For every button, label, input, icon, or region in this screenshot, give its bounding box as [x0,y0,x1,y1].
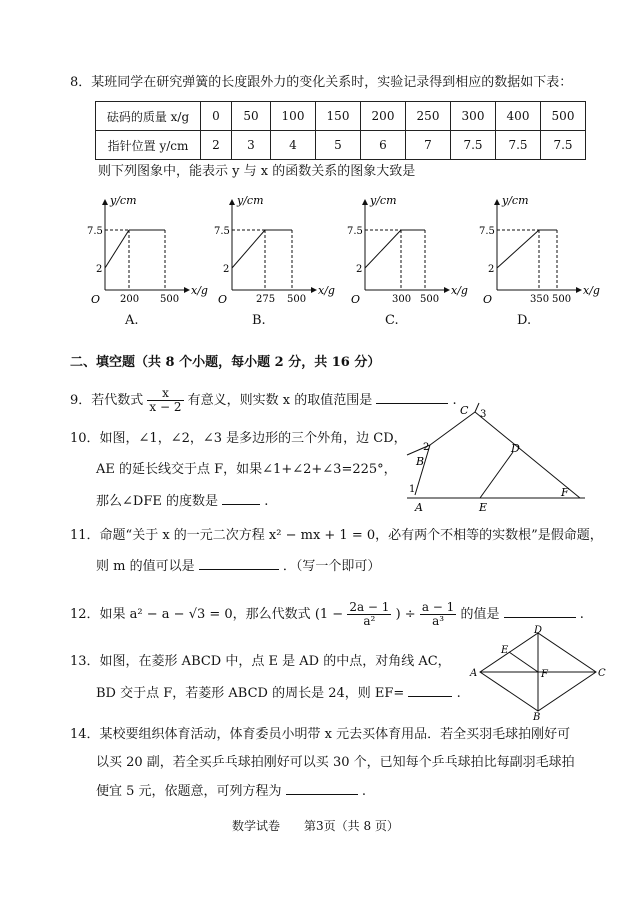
tick-label-2: 2 [96,264,103,275]
q8-question: 则下列图象中，能表示 y 与 x 的函数关系的图象大致是 [98,164,416,179]
series-rising [497,230,539,268]
tick-label-2: 2 [223,264,230,275]
x-axis-label: x/g [451,284,468,297]
series-rising [232,230,265,268]
tick-label-7-5: 7.5 [214,226,230,237]
table-cell: 100 [271,102,316,131]
fraction-numerator: 2a − 1 [349,600,390,614]
tick-label-2: 2 [356,264,363,275]
label-3: 3 [480,409,487,420]
q10-line3-text: 那么∠DFE 的度数是 [96,494,218,509]
table-cell: 400 [496,102,541,131]
q9-end: . [452,393,457,408]
x-axis-label: x/g [191,284,208,297]
q13-text: BD 交于点 F，若菱形 ABCD 的周长是 24，则 EF= [96,686,405,701]
tick-label-turn: 300 [392,294,412,305]
q13-line1: 13．如图，在菱形 ABCD 中，点 E 是 AD 的中点，对角线 AC， [70,654,451,669]
table-cell: 7.5 [496,131,541,160]
q11-note: ．（写一个即可） [282,559,381,574]
y-axis-label: y/cm [110,194,137,207]
q14-line2: 以买 20 副，若全买乒乓球拍刚好可以买 30 个，已知每个乒乓球拍比每副羽毛球拍 [96,755,575,770]
graph-option-a [85,190,210,315]
q12-fraction-1 [347,601,391,628]
tick-label-turn: 275 [256,294,276,305]
graph-option-d [477,190,602,315]
label-D: D [511,442,520,455]
label-2: 2 [423,442,430,453]
q13-answer-blank[interactable] [408,684,452,697]
q13-rhombus-figure [468,625,608,720]
table-cell: 50 [232,102,271,131]
data-table [95,101,586,160]
q10-line1: 10．如图，∠1，∠2，∠3 是多边形的三个外角，边 CD， [70,431,407,446]
label-E: E [479,501,488,514]
table-cell: 5 [316,131,361,160]
q11-answer-blank[interactable] [199,557,279,570]
table-cell: 3 [232,131,271,160]
tick-label-end: 500 [287,294,307,305]
label-B: B [533,712,541,720]
table-cell: 2 [201,131,232,160]
table-cell: 7.5 [451,131,496,160]
y-axis-label: y/cm [502,194,529,207]
fraction-denominator: a³ [432,614,445,628]
option-label: C. [385,313,399,328]
q14-answer-blank[interactable] [286,782,358,795]
table-row [96,131,586,160]
q12-mid: ) ÷ [395,607,416,622]
origin-label: O [483,293,493,306]
table-cell: 250 [406,102,451,131]
q14-line3 [96,782,366,800]
q14-end: . [361,784,366,799]
q9-prefix: 9．若代数式 [70,393,144,408]
option-label: D. [517,313,532,328]
y-axis-arrow [362,199,368,205]
table-cell: 300 [451,102,496,131]
label-C: C [598,668,606,679]
series-rising [365,230,401,268]
page-footer: 数学试卷 第3页（共 8 页） [232,819,399,833]
q11-text: 则 m 的值可以是 [96,559,195,574]
x-axis-arrow [444,287,450,293]
table-cell: 150 [316,102,361,131]
label-1: 1 [409,484,416,495]
y-axis-label: y/cm [237,194,264,207]
q10-line2: AE 的延长线交于点 F，如果∠1+∠2+∠3=225°， [96,462,397,477]
x-axis-label: x/g [318,284,335,297]
table-cell: 6 [361,131,406,160]
table-cell: 砝码的质量 x/g [96,102,201,131]
tick-label-turn: 350 [530,294,550,305]
q12-answer-blank[interactable] [504,605,576,618]
label-F: F [541,669,548,680]
table-cell: 4 [271,131,316,160]
tick-label-end: 500 [552,294,572,305]
q9-fraction [147,387,183,414]
y-axis-arrow [494,199,500,205]
section-title: 二、填空题（共 8 个小题，每小题 2 分，共 16 分） [70,355,381,370]
graph-option-b [212,190,337,315]
table-cell: 200 [361,102,406,131]
tick-label-turn: 200 [120,294,140,305]
table-cell: 500 [541,102,586,131]
table-cell: 指针位置 y/cm [96,131,201,160]
label-D: D [534,625,543,636]
q13-line2 [96,684,461,702]
label-A: A [470,668,478,679]
label-C: C [460,404,469,417]
q11-line1: 11．命题“关于 x 的一元二次方程 x² − mx + 1 = 0，必有两个不相等的实数根”是假命题， [70,528,603,543]
fraction-numerator: x [147,387,183,401]
tick-label-end: 500 [160,294,180,305]
q13-end: . [456,686,461,701]
tick-label-7-5: 7.5 [87,226,103,237]
q9-suffix: 有意义，则实数 x 的取值范围是 [187,393,373,408]
tick-label-end: 500 [420,294,440,305]
q11-line2 [96,557,380,575]
y-axis-arrow [102,199,108,205]
q12-prefix: 12．如果 a² − a − √3 = 0，那么代数式 (1 − [70,607,344,622]
x-axis-arrow [576,287,582,293]
q8-stem: 8．某班同学在研究弹簧的长度跟外力的变化关系时，实验记录得到相应的数据如下表： [70,75,573,90]
q14-line1: 14．某校要组织体育活动，体育委员小明带 x 元去买体育用品．若全买羽毛球拍刚好可 [70,727,571,742]
origin-label: O [351,293,361,306]
label-A: A [415,501,423,514]
q12-fraction-2 [420,601,456,628]
y-axis-label: y/cm [370,194,397,207]
label-E: E [501,645,509,656]
x-axis-arrow [184,287,190,293]
q10-answer-blank[interactable] [222,492,260,505]
q12-end: . [579,607,584,622]
graph-option-c [345,190,470,315]
q12-suffix: 的值是 [460,607,500,622]
option-label: A. [125,313,139,328]
fraction-denominator: a² [363,614,376,628]
table-cell: 7.5 [541,131,586,160]
series-rising [105,230,129,268]
fraction-numerator: a − 1 [421,600,455,614]
tick-label-7-5: 7.5 [479,226,495,237]
fraction-denominator: x − 2 [149,400,182,414]
q14-text: 便宜 5 元，依题意，可列方程为 [96,784,282,799]
x-axis-label: x/g [583,284,600,297]
q10-end: . [264,494,269,509]
x-axis-arrow [311,287,317,293]
q10-polygon-figure [395,400,595,515]
q10-line3 [96,492,268,510]
y-axis-arrow [229,199,235,205]
table-row [96,102,586,131]
table-cell: 0 [201,102,232,131]
origin-label: O [218,293,228,306]
option-label: B. [252,313,266,328]
label-B: B [416,455,425,468]
origin-label: O [91,293,101,306]
tick-label-2: 2 [488,264,495,275]
label-F: F [561,486,569,499]
table-cell: 7 [406,131,451,160]
tick-label-7-5: 7.5 [347,226,363,237]
